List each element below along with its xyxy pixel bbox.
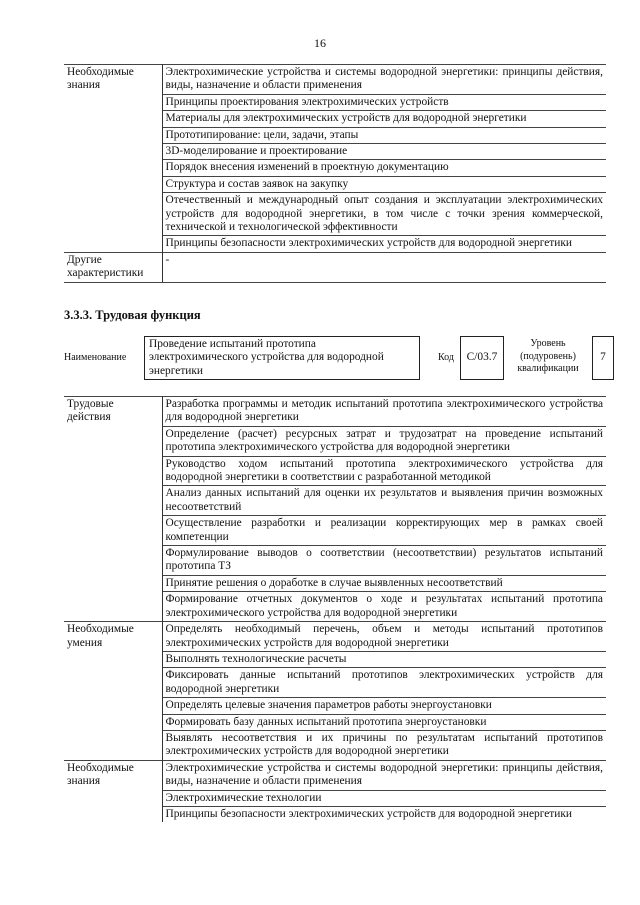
skill-item: Определять целевые значения параметров работы энергоустановки	[162, 698, 606, 714]
required-skills-label: Необходимые умения	[64, 622, 162, 761]
labor-action-item: Определение (расчет) ресурсных затрат и трудозатрат на проведение испытаний прототипа электрохимического устройства для водородной энергетики	[162, 426, 606, 456]
labor-action-item: Принятие решения о доработке в случае выявленных несоответствий	[162, 575, 606, 591]
knowledge-item: Прототипирование: цели, задачи, этапы	[162, 127, 606, 143]
skill-item: Выявлять несоответствия и их причины по результатам испытаний прототипов электрохимических устройств для водородной энергетики	[162, 730, 606, 760]
labor-action-item: Осуществление разработки и реализации корректирующих мер в рамках своей компетенции	[162, 516, 606, 546]
skill-item: Фиксировать данные испытаний прототипов электрохимических устройств для водородной энергетики	[162, 668, 606, 698]
skill-item: Выполнять технологические расчеты	[162, 651, 606, 667]
knowledge-item: Структура и состав заявок на закупку	[162, 176, 606, 192]
knowledge-item: Принципы проектирования электрохимических устройств	[162, 94, 606, 110]
knowledge-item: 3D-моделирование и проектирование	[162, 144, 606, 160]
knowledge-item: Материалы для электрохимических устройств для водородной энергетики	[162, 111, 606, 127]
knowledge-item: Отечественный и международный опыт создания и эксплуатации электрохимических устройств для водородной энергетики, в том числе с точки зрения коммерческой, технической и технологической эффективности	[162, 193, 606, 236]
other-characteristics-value: -	[162, 252, 606, 282]
table-row	[64, 760, 606, 790]
section-heading: 3.3.3. Трудовая функция	[64, 308, 201, 322]
function-details-table	[64, 396, 606, 822]
labor-action-item: Руководство ходом испытаний прототипа электрохимического устройства для водородной энергетики в соответствии с разработанной методикой	[162, 456, 606, 486]
knowledge-item: Принципы безопасности электрохимических устройств для водородной энергетики	[162, 236, 606, 252]
labor-action-item: Формулирование выводов о соответствии (несоответствии) результатов испытаний прототипа ТЗ	[162, 546, 606, 576]
skill-item: Определять необходимый перечень, объем и методы испытаний прототипов электрохимических устройств для водородной энергетики	[162, 622, 606, 652]
name-label: Наименование	[64, 352, 127, 363]
labor-action-item: Формирование отчетных документов о ходе и результатах испытаний прототипа электрохимического устройства для водородной энергетики	[162, 592, 606, 622]
table-row	[64, 252, 606, 282]
required-knowledge-label: Необходимые знания	[64, 760, 162, 822]
qualification-level-label: Уровень (подуровень) квалификации	[517, 338, 579, 374]
qualification-level-box: 7	[592, 336, 614, 380]
knowledge-table-continued	[64, 64, 606, 283]
code-label: Код	[438, 352, 454, 363]
page-number: 16	[314, 36, 326, 50]
function-header	[64, 336, 614, 384]
labor-actions-label: Трудовые действия	[64, 397, 162, 622]
knowledge-item: Порядок внесения изменений в проектную документацию	[162, 160, 606, 176]
other-characteristics-label: Другие характеристики	[64, 252, 162, 282]
labor-action-item: Анализ данных испытаний для оценки их результатов и выявления причин возможных несоответствий	[162, 486, 606, 516]
skill-item: Формировать базу данных испытаний прототипа энергоустановки	[162, 714, 606, 730]
function-name-box: Проведение испытаний прототипа электрохимического устройства для водородной энергетики	[144, 336, 420, 380]
table-row	[64, 622, 606, 652]
knowledge-item: Электрохимические устройства и системы водородной энергетики: принципы действия, виды, назначение и области применения	[162, 760, 606, 790]
table-row	[64, 65, 606, 95]
knowledge-item: Принципы безопасности электрохимических устройств для водородной энергетики	[162, 806, 606, 822]
labor-action-item: Разработка программы и методик испытаний прототипа электрохимического устройства для водородной энергетики	[162, 397, 606, 427]
table-row	[64, 397, 606, 427]
function-code-box: C/03.7	[460, 336, 504, 380]
required-knowledge-label: Необходимые знания	[64, 65, 162, 253]
knowledge-item: Электрохимические технологии	[162, 790, 606, 806]
knowledge-item: Электрохимические устройства и системы водородной энергетики: принципы действия, виды, назначение и области применения	[162, 65, 606, 95]
